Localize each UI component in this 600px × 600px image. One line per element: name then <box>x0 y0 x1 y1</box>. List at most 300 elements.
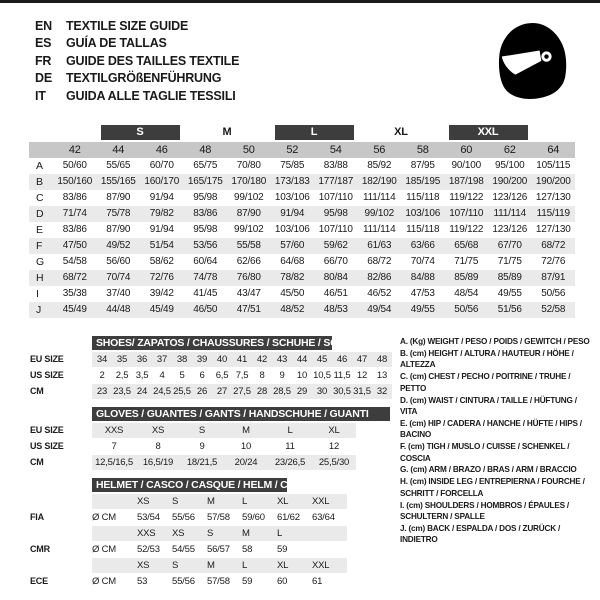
size-value: 99/102 <box>364 208 394 219</box>
size-table-body <box>29 158 575 318</box>
size-value: 87/95 <box>410 160 435 171</box>
gloves-value: 12,5/16,5 <box>95 456 133 468</box>
gloves-values <box>92 439 356 454</box>
size-value: 49/55 <box>497 288 522 299</box>
language-title-block <box>35 17 239 105</box>
page-title-es: GUÍA DE TALLAS <box>66 36 167 51</box>
gloves-table <box>30 407 398 470</box>
size-value: 71/75 <box>497 256 522 267</box>
size-value: 115/118 <box>406 192 440 203</box>
shoes-value: 11,5 <box>333 369 351 381</box>
size-value: 71/75 <box>454 256 479 267</box>
shoes-value: 26 <box>196 385 208 397</box>
helmet-value <box>312 526 347 541</box>
helmet-value: 53/54 <box>137 511 160 523</box>
shoes-value: 12 <box>356 369 368 381</box>
size-value: 46/50 <box>193 304 218 315</box>
shoes-value: 24,5 <box>153 385 171 397</box>
legend-item: J. (cm) BACK / ESPALDA / DOS / ZURÜCK / INDIETRO <box>400 524 561 545</box>
helmet-value: L <box>242 495 248 507</box>
helmet-value: 55/56 <box>172 575 195 587</box>
size-value: 50/56 <box>541 288 566 299</box>
lang-code: DE <box>35 71 52 86</box>
helmet-row-fia <box>30 509 398 525</box>
shoes-value: 34 <box>96 353 108 365</box>
shoes-value: 28,5 <box>273 385 291 397</box>
lang-row-de <box>35 70 239 88</box>
size-number: 62 <box>503 144 516 156</box>
size-value: 119/122 <box>449 192 484 203</box>
size-row-F <box>29 238 575 254</box>
gloves-value: M <box>242 424 250 436</box>
lang-code: EN <box>35 18 52 33</box>
size-value: 127/130 <box>535 224 571 235</box>
size-value: 91/94 <box>149 224 174 235</box>
lang-row-it <box>35 87 239 105</box>
group-label-xl: XL <box>394 126 408 138</box>
size-value: 55/58 <box>236 240 261 251</box>
size-value: 48/52 <box>280 304 305 315</box>
size-value: 68/72 <box>62 272 87 283</box>
size-value: 103/106 <box>274 192 310 203</box>
size-value: 68/72 <box>541 240 566 251</box>
size-value: 45/50 <box>280 288 305 299</box>
size-value: 95/100 <box>495 160 525 171</box>
shoes-value: 3,5 <box>135 369 149 381</box>
shoes-value: 10 <box>296 369 308 381</box>
gloves-values <box>92 423 356 438</box>
shoes-value: 30,5 <box>333 385 351 397</box>
row-letter: F <box>36 240 43 252</box>
shoes-value: 31,5 <box>353 385 371 397</box>
size-value: 99/102 <box>234 224 264 235</box>
size-value: 46/52 <box>367 288 392 299</box>
size-value: 99/102 <box>234 192 264 203</box>
shoes-table <box>30 336 398 399</box>
size-value: 45/49 <box>62 304 87 315</box>
shoes-value: 46 <box>336 353 348 365</box>
shoes-value: 23,5 <box>113 385 131 397</box>
shoes-value: 30 <box>316 385 328 397</box>
shoes-value: 35 <box>116 353 128 365</box>
size-row-H <box>29 270 575 286</box>
helmet-value: M <box>207 495 215 507</box>
helmet-value: 57/58 <box>207 575 230 587</box>
shoes-header-row <box>30 336 398 350</box>
shoes-value: 45 <box>316 353 328 365</box>
helmet-value: 59 <box>277 543 288 555</box>
row-letter: I <box>36 288 39 300</box>
size-row-I <box>29 286 575 302</box>
shoes-value: 41 <box>236 353 248 365</box>
helmet-row-cmr <box>30 541 398 557</box>
helmet-value: 59 <box>242 575 253 587</box>
row-letter: C <box>36 192 44 204</box>
shoes-values <box>92 368 392 383</box>
helmet-value: 56/57 <box>207 543 230 555</box>
size-value: 83/88 <box>323 160 348 171</box>
size-value: 91/94 <box>280 208 305 219</box>
size-value: 123/126 <box>492 224 528 235</box>
legend-item: G. (cm) ARM / BRAZO / BRAS / ARM / BRACCIO <box>400 465 577 475</box>
group-label-m: M <box>222 126 232 138</box>
lang-code: IT <box>35 88 46 103</box>
shoes-row-cm <box>30 383 398 399</box>
page-title: TEXTILE SIZE GUIDE <box>66 18 189 33</box>
size-value: 170/180 <box>231 176 267 187</box>
row-label: CMR <box>30 544 50 554</box>
size-value: 49/54 <box>367 304 392 315</box>
size-value: 111/114 <box>362 224 396 235</box>
size-number: 42 <box>68 144 81 156</box>
legend-item: E. (cm) HIP / CADERA / HANCHE / HÜFTE / HIPS / BACINO <box>400 418 582 440</box>
shoes-value: 29 <box>296 385 308 397</box>
helmet-values <box>92 542 347 557</box>
gloves-value: XXS <box>104 424 124 436</box>
size-value: 87/90 <box>106 224 131 235</box>
row-label: CM <box>30 457 44 467</box>
shoes-values <box>92 384 392 399</box>
shoes-value: 10,5 <box>313 369 331 381</box>
helmet-header-row <box>30 478 398 492</box>
size-value: 107/110 <box>318 192 353 203</box>
row-label: EU SIZE <box>30 425 64 435</box>
diameter-unit-label: Ø CM <box>92 543 117 555</box>
size-value: 103/106 <box>405 208 441 219</box>
gloves-value: L <box>287 424 293 436</box>
size-value: 53/56 <box>193 240 218 251</box>
size-value: 155/165 <box>100 176 136 187</box>
shoes-value: 6 <box>199 369 205 381</box>
helmet-value: 61 <box>312 575 323 587</box>
page-title-de: TEXTILGRÖßENFÜHRUNG <box>66 71 222 86</box>
size-value: 59/62 <box>323 240 348 251</box>
size-value: 87/90 <box>236 208 261 219</box>
size-number: 58 <box>416 144 429 156</box>
measurement-legend <box>398 336 592 597</box>
gloves-value: 9 <box>199 440 205 452</box>
helmet-value: 57/58 <box>207 511 230 523</box>
shoes-value: 44 <box>296 353 308 365</box>
size-value: 57/60 <box>280 240 305 251</box>
helmet-value: 63/64 <box>312 511 335 523</box>
gloves-value: XS <box>151 424 165 436</box>
size-group-header <box>29 125 575 140</box>
row-label: ECE <box>30 576 48 586</box>
size-value: 107/110 <box>318 224 353 235</box>
size-value: 105/115 <box>536 160 571 171</box>
helmet-value: S <box>207 527 214 539</box>
helmet-value: XXS <box>137 527 156 539</box>
size-value: 72/76 <box>541 256 566 267</box>
size-value: 66/70 <box>323 256 348 267</box>
size-value: 150/160 <box>57 176 93 187</box>
helmet-value: L <box>277 527 283 539</box>
size-value: 70/74 <box>410 256 435 267</box>
size-value: 111/114 <box>362 192 396 203</box>
size-value: 49/55 <box>410 304 435 315</box>
size-value: 111/114 <box>493 208 527 219</box>
shoes-value: 24 <box>136 385 148 397</box>
size-value: 47/51 <box>236 304 261 315</box>
size-value: 65/68 <box>454 240 479 251</box>
size-row-A <box>29 158 575 174</box>
helmet-value: XL <box>277 495 289 507</box>
textile-size-table <box>29 125 575 318</box>
size-value: 50/60 <box>62 160 87 171</box>
shoes-value: 37 <box>156 353 168 365</box>
size-number: 54 <box>329 144 342 156</box>
size-row-C <box>29 190 575 206</box>
size-value: 35/38 <box>62 288 87 299</box>
size-value: 115/119 <box>536 208 570 219</box>
shoes-title: SHOES/ ZAPATOS / CHAUSSURES / SCHUHE / SCARPE <box>92 336 332 350</box>
size-value: 182/190 <box>361 176 397 187</box>
helmet-values <box>92 574 347 589</box>
size-row-E <box>29 222 575 238</box>
gloves-row-eu-size <box>30 422 398 438</box>
size-number: 64 <box>547 144 560 156</box>
size-value: 185/195 <box>405 176 441 187</box>
size-value: 46/51 <box>323 288 348 299</box>
legend-item: B. (cm) HEIGHT / ALTURA / HAUTEUR / HÖHE / ALTEZZA <box>400 348 574 370</box>
size-value: 41/45 <box>193 288 218 299</box>
size-value: 44/48 <box>106 304 131 315</box>
size-value: 160/170 <box>144 176 180 187</box>
gloves-value: 11 <box>285 440 295 452</box>
size-value: 85/89 <box>497 272 522 283</box>
gloves-values <box>92 455 356 470</box>
size-value: 190/200 <box>492 176 528 187</box>
row-letter: H <box>36 272 44 284</box>
size-value: 48/54 <box>454 288 479 299</box>
size-value: 119/122 <box>449 224 484 235</box>
row-label: US SIZE <box>30 441 64 451</box>
size-value: 48/53 <box>323 304 348 315</box>
shoes-value: 43 <box>276 353 288 365</box>
size-value: 107/110 <box>449 208 484 219</box>
size-value: 56/60 <box>106 256 131 267</box>
size-value: 72/76 <box>149 272 174 283</box>
helmet-value: 58 <box>242 543 253 555</box>
helmet-value: 52/53 <box>137 543 160 555</box>
group-label-s: S <box>101 125 180 140</box>
gloves-value: 23/26,5 <box>274 456 306 468</box>
gloves-row-us-size <box>30 438 398 454</box>
row-letter: J <box>36 304 42 316</box>
size-value: 68/72 <box>367 256 392 267</box>
size-value: 80/84 <box>323 272 348 283</box>
size-value: 115/118 <box>406 224 440 235</box>
helmet-value: 59/60 <box>242 511 265 523</box>
gloves-value: 10 <box>240 440 252 452</box>
helmet-value: XL <box>277 559 289 571</box>
helmet-table <box>30 478 398 589</box>
size-value: 85/89 <box>454 272 479 283</box>
gloves-value: 8 <box>155 440 161 452</box>
shoes-value: 6,5 <box>215 369 229 381</box>
diameter-unit-label: Ø CM <box>92 575 117 587</box>
helmet-values <box>92 494 347 509</box>
lang-code: ES <box>35 36 52 51</box>
size-value: 52/58 <box>541 304 566 315</box>
helmet-value: 61/62 <box>277 511 300 523</box>
size-value: 51/56 <box>497 304 522 315</box>
shoes-value: 9 <box>279 369 285 381</box>
group-label-xxl: XXL <box>449 125 528 140</box>
helmet-value: L <box>242 559 248 571</box>
legend-item: H. (cm) INSIDE LEG / ENTREPIERNA / FOURCHE / SCHRITT / FORCELLA <box>400 477 585 498</box>
size-number: 48 <box>199 144 212 156</box>
shoes-value: 23 <box>96 385 108 397</box>
size-value: 83/86 <box>62 224 87 235</box>
size-value: 61/63 <box>367 240 392 251</box>
helmet-value: XXL <box>312 559 330 571</box>
helmet-value: M <box>242 527 250 539</box>
size-value: 71/74 <box>62 208 87 219</box>
shoes-value: 47 <box>356 353 368 365</box>
size-number: 46 <box>155 144 168 156</box>
row-label: FIA <box>30 512 44 522</box>
gloves-value: 18/21,5 <box>186 456 218 468</box>
shoes-value: 8 <box>259 369 265 381</box>
size-value: 79/82 <box>149 208 174 219</box>
bottom-tables <box>30 336 592 597</box>
helmet-value <box>312 542 347 557</box>
lang-code: FR <box>35 53 52 68</box>
helmet-value: XS <box>172 527 185 539</box>
legend-item: A. (Kg) WEIGHT / PESO / POIDS / GEWITCH / PESO <box>400 337 590 346</box>
size-value: 87/90 <box>106 192 131 203</box>
row-letter: D <box>36 208 44 220</box>
row-letter: A <box>36 160 43 172</box>
shoes-row-eu-size <box>30 351 398 367</box>
page-title-fr: GUIDE DES TAILLES TEXTILE <box>66 53 240 68</box>
legend-item: I. (cm) SHOULDERS / HOMBROS / ÉPAULES / SCHULTERN / SPALLE <box>400 500 570 522</box>
diameter-unit-label <box>92 558 137 573</box>
shoes-value: 38 <box>176 353 188 365</box>
shoes-value: 2 <box>99 369 105 381</box>
size-value: 67/70 <box>497 240 522 251</box>
group-spacer <box>532 125 576 140</box>
size-value: 62/66 <box>236 256 261 267</box>
size-value: 83/86 <box>193 208 218 219</box>
diameter-unit-label <box>92 526 137 541</box>
size-value: 95/98 <box>193 192 218 203</box>
helmet-values <box>92 510 347 525</box>
helmet-sizes-row <box>30 525 398 541</box>
shoes-value: 27 <box>216 385 228 397</box>
diameter-unit-label <box>92 494 137 509</box>
size-number: 52 <box>286 144 299 156</box>
helmet-sizes-row <box>30 493 398 509</box>
lang-row-en <box>35 17 239 35</box>
size-value: 45/49 <box>149 304 174 315</box>
helmet-value: XS <box>137 559 150 571</box>
size-value: 58/62 <box>149 256 174 267</box>
helmet-value: 60 <box>277 575 288 587</box>
size-number-header <box>29 142 575 158</box>
size-value: 85/92 <box>367 160 392 171</box>
size-value: 84/88 <box>410 272 435 283</box>
size-value: 65/75 <box>193 160 218 171</box>
size-value: 51/54 <box>149 240 174 251</box>
group-label-l: L <box>275 125 354 140</box>
size-value: 82/86 <box>367 272 392 283</box>
size-value: 75/85 <box>280 160 305 171</box>
size-value: 70/80 <box>236 160 261 171</box>
size-value: 43/47 <box>236 288 261 299</box>
shoes-value: 36 <box>136 353 148 365</box>
shoes-value: 2,5 <box>115 369 129 381</box>
diameter-unit-label: Ø CM <box>92 511 117 523</box>
gloves-value: 12 <box>328 440 340 452</box>
helmet-value: 54/55 <box>172 543 195 555</box>
gloves-value: 20/24 <box>234 456 258 468</box>
helmet-values <box>92 558 347 573</box>
size-value: 177/187 <box>318 176 354 187</box>
row-label: EU SIZE <box>30 354 64 364</box>
size-number: 56 <box>373 144 386 156</box>
shoes-row-us-size <box>30 367 398 383</box>
size-value: 90/100 <box>451 160 481 171</box>
size-value: 103/106 <box>274 224 310 235</box>
page-title-it: GUIDA ALLE TAGLIE TESSILI <box>66 88 236 103</box>
gloves-value: XL <box>328 424 340 436</box>
size-value: 173/183 <box>274 176 310 187</box>
size-value: 187/198 <box>448 176 484 187</box>
shoes-value: 27,5 <box>233 385 251 397</box>
shoes-value: 42 <box>256 353 268 365</box>
size-value: 87/91 <box>541 272 566 283</box>
shoes-value: 13 <box>376 369 388 381</box>
helmet-title: HELMET / CASCO / CASQUE / HELM / CASCO <box>92 478 287 492</box>
size-value: 70/74 <box>106 272 131 283</box>
size-row-D <box>29 206 575 222</box>
size-value: 50/56 <box>454 304 479 315</box>
size-value: 75/78 <box>106 208 131 219</box>
shoes-value: 25,5 <box>173 385 191 397</box>
size-row-B <box>29 174 575 190</box>
size-value: 190/200 <box>535 176 571 187</box>
shoes-value: 40 <box>216 353 228 365</box>
gloves-value: 16,5/19 <box>142 456 174 468</box>
lang-row-fr <box>35 52 239 70</box>
size-value: 123/126 <box>492 192 528 203</box>
gloves-value: 25,5/30 <box>318 456 350 468</box>
size-row-J <box>29 302 575 318</box>
size-value: 49/52 <box>106 240 131 251</box>
size-number: 60 <box>460 144 473 156</box>
shoes-value: 7,5 <box>235 369 249 381</box>
helmet-value: S <box>172 495 179 507</box>
accessories-tables <box>30 336 398 597</box>
size-value: 83/86 <box>62 192 87 203</box>
row-letter: B <box>36 176 43 188</box>
size-number: 44 <box>112 144 125 156</box>
gloves-row-cm <box>30 454 398 470</box>
helmet-values <box>92 526 347 541</box>
size-value: 55/65 <box>106 160 131 171</box>
shoes-values <box>92 352 392 367</box>
helmet-value: S <box>172 559 179 571</box>
gloves-title: GLOVES / GUANTES / GANTS / HANDSCHUHE / GUANTI <box>92 407 390 421</box>
size-value: 63/66 <box>410 240 435 251</box>
helmet-value: M <box>207 559 215 571</box>
size-number: 50 <box>242 144 255 156</box>
shoes-value: 4 <box>159 369 165 381</box>
size-value: 54/58 <box>62 256 87 267</box>
